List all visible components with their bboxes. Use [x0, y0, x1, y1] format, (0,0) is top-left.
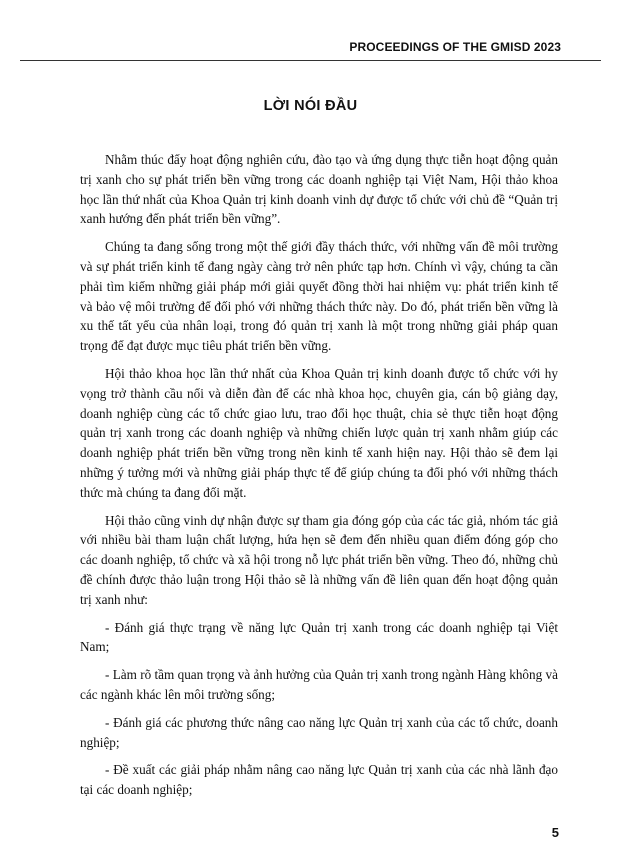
list-item-topic-3: - Đánh giá các phương thức nâng cao năng lực Quản trị xanh của các tổ chức, doanh nghiệp;: [80, 714, 558, 750]
paragraph-context: Chúng ta đang sống trong một thế giới đầy thách thức, với những vấn đề môi trường và sự phát triển kinh tế đang ngày càng trở nên phức tạp hơn. Chính vì vậy, chúng ta cần phải tìm kiếm những giải pháp mới giải quyết đồng thời hai nhiệm vụ: phát triển kinh tế và bảo vệ môi trường để đối phó với những thách thức này. Do đó, phát triển bền vững là xu thế tất yếu của nhân loại, trong đó quản trị xanh là một trong những giải pháp quan trọng để đạt được mục tiêu phát triển bền vững.: [80, 239, 558, 354]
body-text: [80, 150, 558, 808]
list-item-topic-4: - Đề xuất các giải pháp nhằm nâng cao năng lực Quản trị xanh của các nhà lãnh đạo tại các doanh nghiệp;: [80, 762, 558, 798]
paragraph-intro: Nhằm thúc đẩy hoạt động nghiên cứu, đào tạo và ứng dụng thực tiễn hoạt động quản trị xanh cho sự phát triển bền vững trong các doanh nghiệp tại Việt Nam, Hội thảo khoa học lần thứ nhất của Khoa Quản trị kinh doanh vinh dự được tổ chức với chủ đề “Quản trị xanh hướng đến phát triển bền vững”.: [80, 152, 558, 227]
paragraph-purpose: Hội thảo khoa học lần thứ nhất của Khoa Quản trị kinh doanh được tổ chức với hy vọng trở thành cầu nối và diễn đàn để các nhà khoa học, chuyên gia, cán bộ giảng dạy, doanh nghiệp cùng các tổ chức giao lưu, trao đổi học thuật, chia sẻ thực tiễn hoạt động quản trị xanh trong các doanh nghiệp và những chiến lược quản trị xanh nhằm giúp các doanh nghiệp phát triển bền vững trong nền kinh tế xanh hiện nay. Hội thảo sẽ đem lại những ý tưởng mới và những giải pháp thực tế để giúp chúng ta đối phó với những thách thức mà chúng ta đang đối mặt.: [80, 365, 558, 500]
page-number: 5: [551, 825, 559, 840]
running-header: PROCEEDINGS OF THE GMISD 2023: [349, 40, 561, 54]
list-item-topic-2: - Làm rõ tầm quan trọng và ảnh hưởng của Quản trị xanh trong ngành Hàng không và các ngành khác lên môi trường sống;: [80, 667, 558, 702]
header-divider: [20, 60, 601, 61]
page-title: LỜI NÓI ĐẦU: [263, 98, 358, 114]
paragraph-topics: Hội thảo cũng vinh dự nhận được sự tham gia đóng góp của các tác giả, nhóm tác giả với nhiều bài tham luận chất lượng, hứa hẹn sẽ đem đến nhiều quan điểm đóng góp cho các doanh nghiệp, tổ chức và xã hội trong nỗ lực phát triển bền vững. Theo đó, những chủ đề chính được thảo luận trong Hội thảo sẽ là những vấn đề liên quan đến hoạt động quản trị xanh như:: [80, 512, 558, 607]
list-item-topic-1: - Đánh giá thực trạng về năng lực Quản trị xanh trong các doanh nghiệp tại Việt Nam;: [80, 619, 558, 655]
